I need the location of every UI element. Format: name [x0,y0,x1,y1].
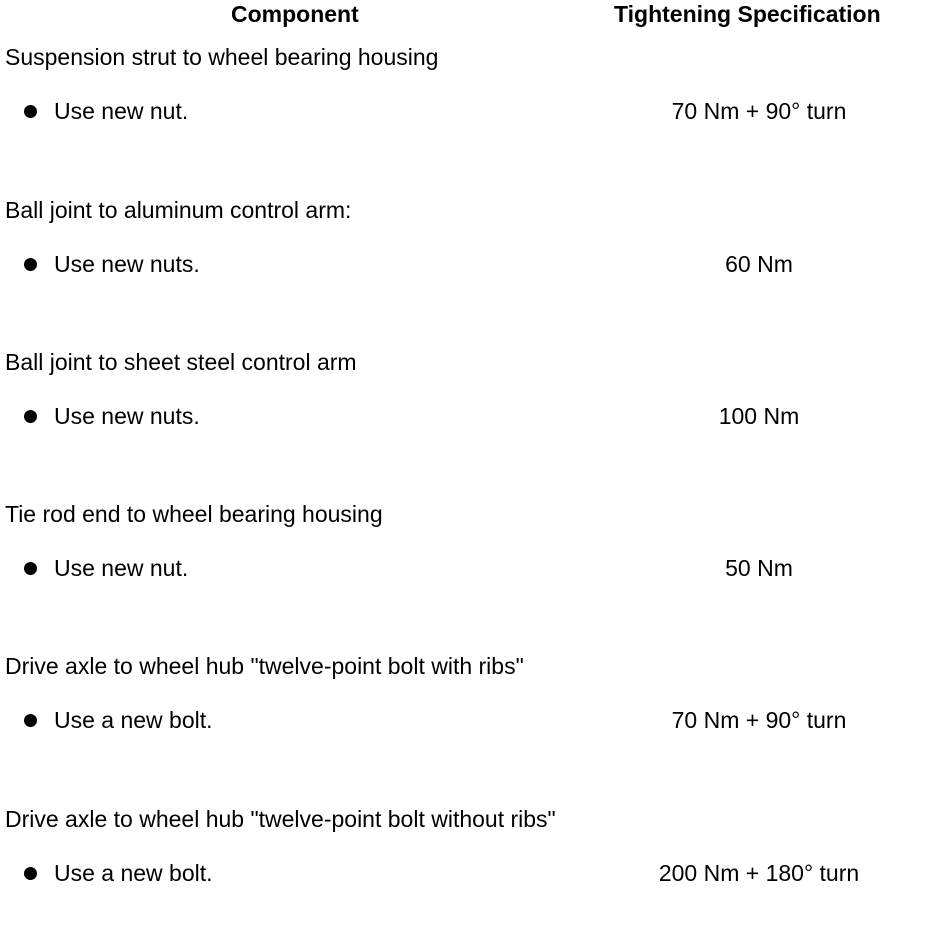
bullet-icon [24,105,37,118]
component-label: Ball joint to sheet steel control arm [5,349,357,375]
component-label: Drive axle to wheel hub "twelve-point bolt with ribs" [5,653,524,679]
bullet-icon [24,867,37,880]
specification-column-header: Tightening Specification [614,1,881,27]
component-label: Suspension strut to wheel bearing housing [5,44,439,70]
spec-row [0,196,928,316]
bullet-icon [24,714,37,727]
instruction-note: Use new nuts. [54,251,200,277]
instruction-note: Use new nut. [54,98,189,124]
component-label: Ball joint to aluminum control arm: [5,197,352,223]
torque-value: 70 Nm + 90° turn [671,707,847,733]
instruction-note: Use a new bolt. [54,707,213,733]
spec-row [0,500,928,620]
torque-value: 100 Nm [718,403,800,429]
spec-row [0,805,928,925]
instruction-note: Use new nuts. [54,403,200,429]
instruction-note: Use a new bolt. [54,860,213,886]
component-label: Drive axle to wheel hub "twelve-point bolt without ribs" [5,806,556,832]
bullet-icon [24,410,37,423]
torque-value: 50 Nm [725,555,793,581]
torque-value: 200 Nm + 180° turn [658,860,860,886]
torque-value: 60 Nm [725,251,793,277]
instruction-note: Use new nut. [54,555,189,581]
component-column-header: Component [231,1,359,27]
bullet-icon [24,562,37,575]
spec-row [0,43,928,163]
bullet-icon [24,258,37,271]
spec-row [0,348,928,468]
component-label: Tie rod end to wheel bearing housing [5,501,383,527]
spec-row [0,652,928,772]
torque-value: 70 Nm + 90° turn [671,98,847,124]
